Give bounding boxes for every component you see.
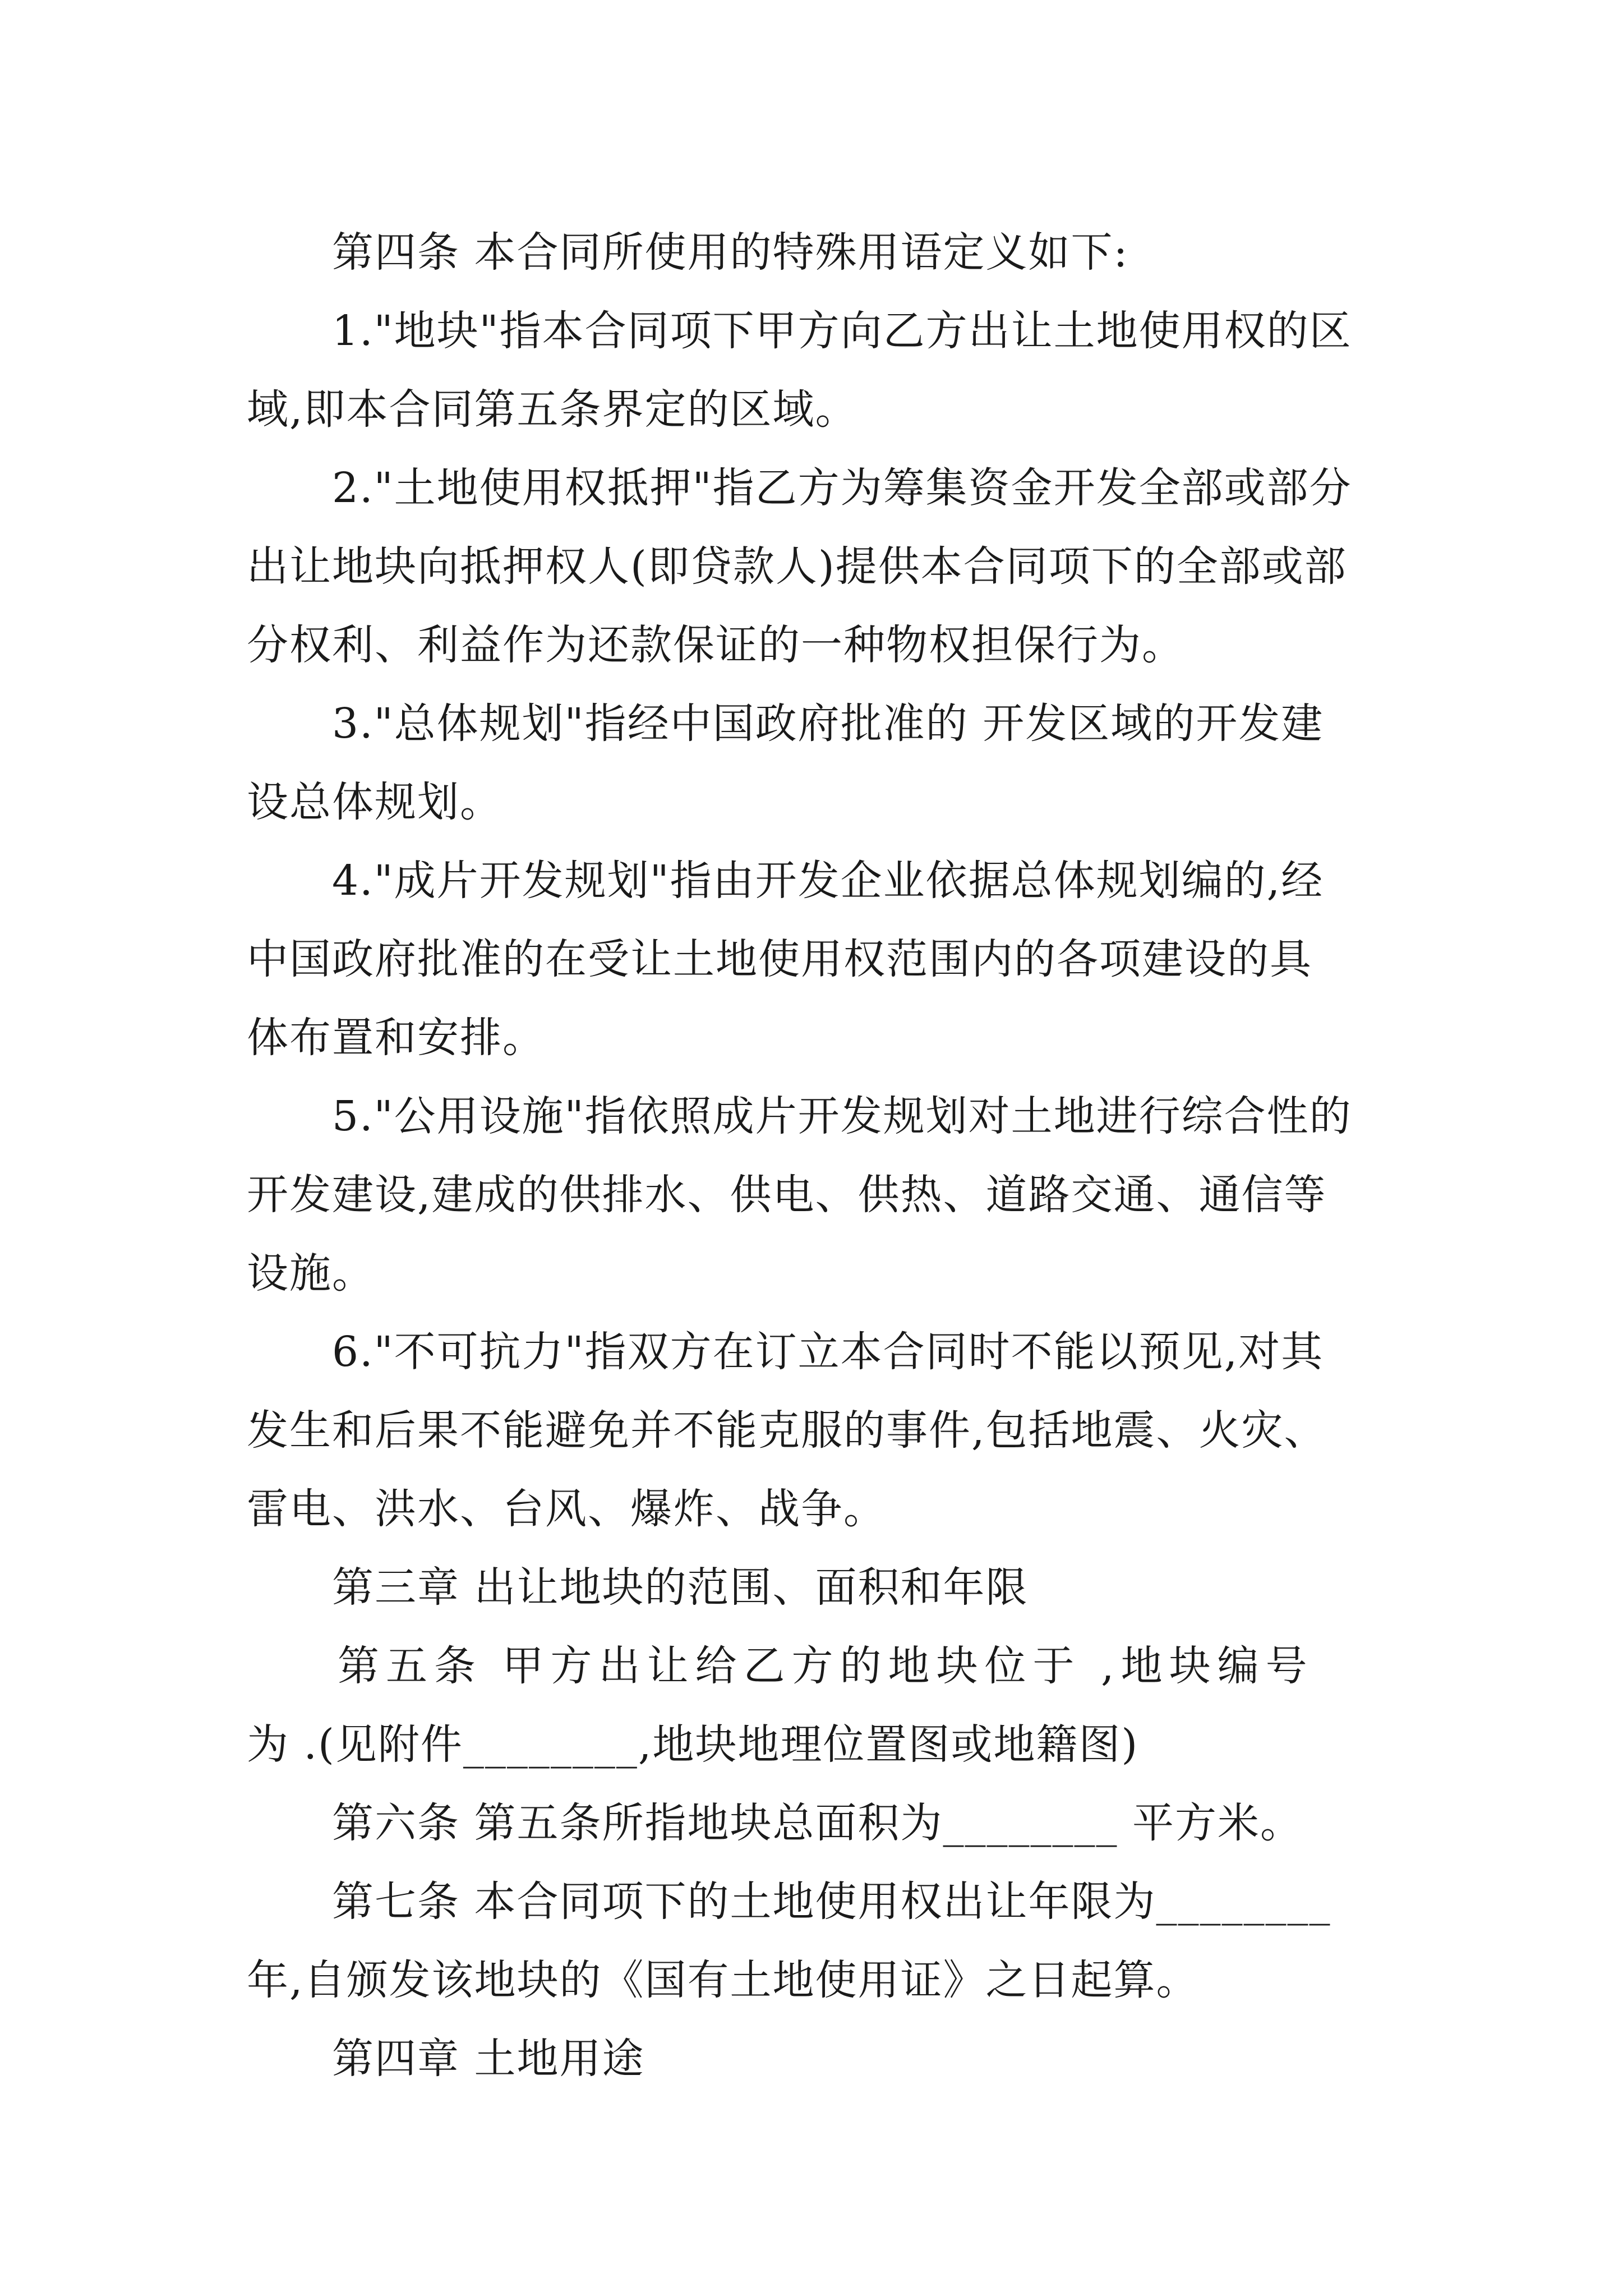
definition-2-line-1: 2."土地使用权抵押"指乙方为筹集资金开发全部或部分 bbox=[332, 464, 1352, 512]
definition-6-line-3: 雷电、洪水、台风、爆炸、战争。 bbox=[247, 1485, 886, 1533]
definition-5-line-3: 设施。 bbox=[247, 1249, 375, 1297]
document-body bbox=[247, 213, 1391, 2098]
definition-1-line-2: 域,即本合同第五条界定的区域。 bbox=[247, 385, 858, 434]
article-5-line-2: 为 .(见附件________,地块地理位置图或地籍图) bbox=[247, 1720, 1139, 1769]
article-4-heading: 第四条 本合同所使用的特殊用语定义如下: bbox=[332, 228, 1129, 277]
definition-2-line-3: 分权利、利益作为还款保证的一种物权担保行为。 bbox=[247, 621, 1184, 669]
definition-3-line-2: 设总体规划。 bbox=[247, 778, 502, 826]
definition-5-line-1: 5."公用设施"指依照成片开发规划对土地进行综合性的 bbox=[332, 1092, 1352, 1140]
definition-4-line-2: 中国政府批准的在受让土地使用权范围内的各项建设的具 bbox=[247, 935, 1312, 983]
definition-5-line-2: 开发建设,建成的供排水、供电、供热、道路交通、通信等 bbox=[247, 1171, 1327, 1219]
article-7-line-1: 第七条 本合同项下的土地使用权出让年限为________ bbox=[332, 1878, 1331, 1926]
chapter-3-heading: 第三章 出让地块的范围、面积和年限 bbox=[332, 1563, 1029, 1612]
definition-6-line-1: 6."不可抗力"指双方在订立本合同时不能以预见,对其 bbox=[332, 1328, 1324, 1376]
chapter-4-heading: 第四章 土地用途 bbox=[332, 2035, 645, 2083]
definition-4-line-1: 4."成片开发规划"指由开发企业依据总体规划编的,经 bbox=[332, 857, 1324, 905]
article-6: 第六条 第五条所指地块总面积为________ 平方米。 bbox=[332, 1799, 1303, 1847]
definition-2-line-2: 出让地块向抵押权人(即贷款人)提供本合同项下的全部或部 bbox=[247, 542, 1347, 591]
article-7-line-2: 年,自颁发该地块的《国有土地使用证》之日起算。 bbox=[247, 1956, 1199, 2004]
definition-3-line-1: 3."总体规划"指经中国政府批准的 开发区域的开发建 bbox=[332, 700, 1324, 748]
article-5-line-1: 第五条 甲方出让给乙方的地块位于 ,地块编号 bbox=[338, 1642, 1314, 1690]
definition-4-line-3: 体布置和安排。 bbox=[247, 1014, 545, 1062]
definition-1-line-1: 1."地块"指本合同项下甲方向乙方出让土地使用权的区 bbox=[332, 307, 1352, 355]
definition-6-line-2: 发生和后果不能避免并不能克服的事件,包括地震、火灾、 bbox=[247, 1406, 1327, 1455]
